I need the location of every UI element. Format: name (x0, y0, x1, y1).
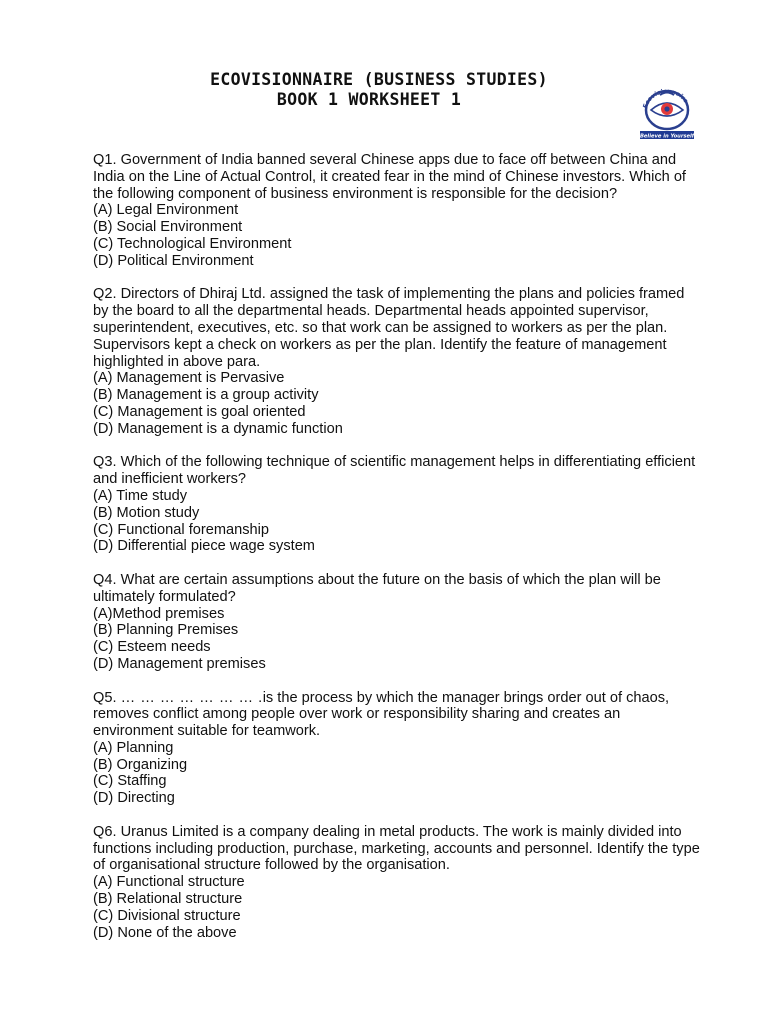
option-a: (A) Time study (93, 487, 188, 504)
option-list (93, 370, 703, 437)
option-b: (B) Relational structure (93, 891, 243, 908)
question-number: Q3. (93, 454, 117, 471)
option-a: (A) Planning (93, 739, 174, 756)
option-c: (C) Esteem needs (93, 639, 211, 656)
question-number: Q6. (93, 823, 117, 840)
ecovisionnaire-logo (636, 88, 698, 142)
question-number: Q2. (93, 286, 117, 303)
option-a: (A)Method premises (93, 605, 225, 622)
question-6 (93, 824, 703, 942)
option-d: (D) Management is a dynamic function (93, 420, 343, 437)
option-d: (D) Directing (93, 790, 175, 807)
option-b: (B) Planning Premises (93, 622, 239, 639)
question-5 (93, 690, 703, 808)
worksheet-subtitle: BOOK 1 WORKSHEET 1 (276, 90, 462, 109)
fill-in-blank: … … … … … … … . (120, 689, 263, 706)
option-a: (A) Legal Environment (93, 202, 239, 219)
option-d: (D) Management premises (93, 655, 266, 672)
question-text: Directors of Dhiraj Ltd. assigned the task of implementing the plans and policies framed by the board to all the departmental heads. Departmental heads appointed supervisor, superintendent, executives, etc. so that work can be assigned to workers as per the plan. Supervisors kept a check on workers as per the plan. Identify the feature of management highlighted in above para. (93, 286, 685, 370)
question-3 (93, 454, 703, 555)
question-4 (93, 572, 703, 673)
option-list (93, 202, 703, 269)
option-c: (C) Divisional structure (93, 907, 241, 924)
question-number: Q4. (93, 571, 117, 588)
option-list (93, 874, 703, 941)
option-c: (C) Functional foremanship (93, 521, 270, 538)
question-number: Q5. (93, 689, 117, 706)
question-1 (93, 152, 703, 270)
option-d: (D) Differential piece wage system (93, 538, 315, 555)
option-b: (B) Organizing (93, 756, 188, 773)
question-text: What are certain assumptions about the future on the basis of which the plan will be ultimately formulated? (93, 571, 661, 605)
question-text: Which of the following technique of scientific management helps in differentiating efficient and inefficient workers? (93, 454, 696, 488)
question-2 (93, 286, 703, 437)
option-b: (B) Management is a group activity (93, 387, 319, 404)
question-text: is the process by which the manager brings order out of chaos, removes conflict among people over work or responsibility sharing and creates an environment suitable for teamwork. (93, 689, 670, 740)
option-a: (A) Management is Pervasive (93, 370, 285, 387)
option-b: (B) Motion study (93, 504, 200, 521)
option-c: (C) Technological Environment (93, 235, 292, 252)
option-a: (A) Functional structure (93, 874, 245, 891)
option-list (93, 606, 703, 673)
logo-tagline: Believe in Yourself (639, 133, 695, 140)
option-d: (D) Political Environment (93, 252, 254, 269)
option-c: (C) Staffing (93, 773, 167, 790)
logo-arc-text: Ecovisionnaire (641, 88, 690, 110)
option-b: (B) Social Environment (93, 219, 243, 236)
option-c: (C) Management is goal oriented (93, 403, 306, 420)
question-text: Government of India banned several Chinese apps due to face off between China and India on the Line of Actual Control, it created fear in the mind of Chinese investors. Which of the following component of business environment is responsible for the decision? (93, 152, 686, 202)
option-list (93, 740, 703, 807)
question-text: Uranus Limited is a company dealing in metal products. The work is mainly divided into functions including production, purchase, marketing, accounts and personnel. Identify the type of organisational structure followed by the organisation. (93, 823, 700, 874)
question-number: Q1. (93, 152, 117, 168)
option-list (93, 488, 703, 555)
option-d: (D) None of the above (93, 924, 237, 941)
eye-logo-icon (636, 88, 698, 142)
worksheet-title: ECOVISIONNAIRE (BUSINESS STUDIES) (210, 70, 548, 89)
question-list (93, 152, 703, 958)
